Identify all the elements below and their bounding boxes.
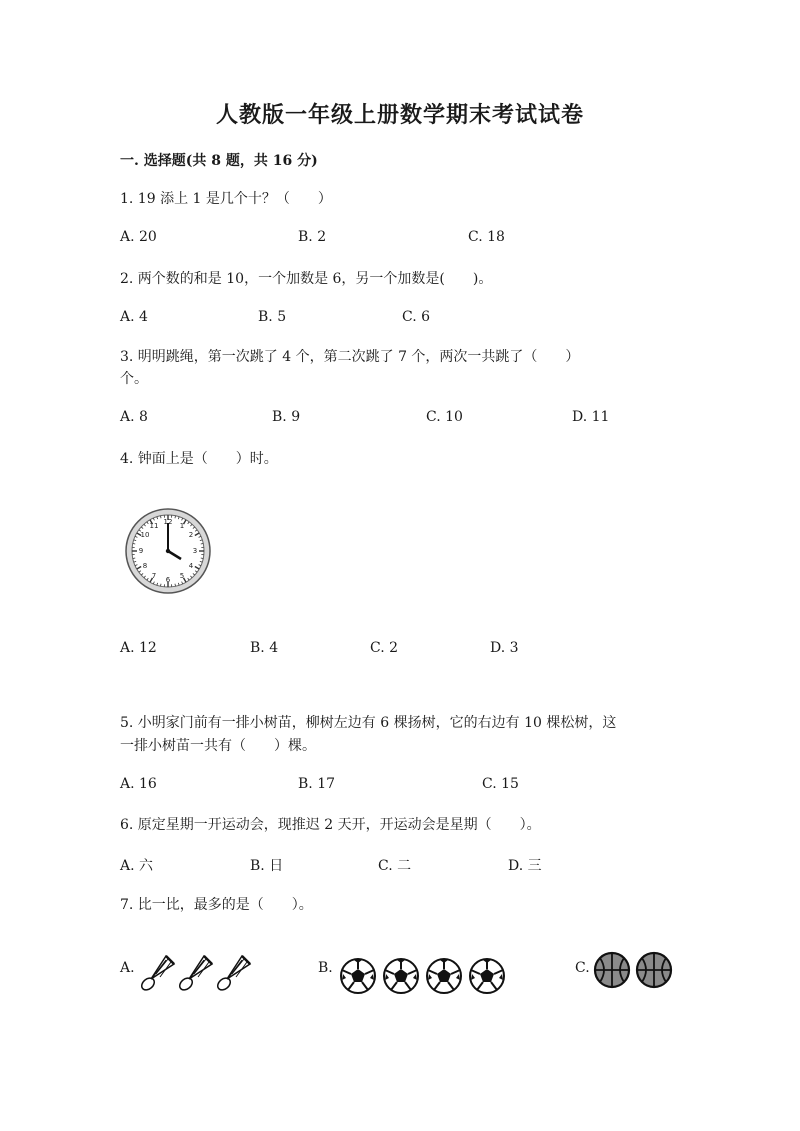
soccer-ball-icon — [341, 959, 375, 993]
q1-option-b[interactable]: B. 2 — [298, 229, 327, 245]
soccer-ball-icon — [427, 959, 461, 993]
question-1: 1. 19 添上 1 是几个十？（ ） — [120, 191, 332, 207]
question-3-line-1: 3. 明明跳绳，第一次跳了 4 个，第二次跳了 7 个，两次一共跳了（ ） — [120, 349, 580, 365]
soccer-ball-icon — [384, 959, 418, 993]
basketball-icon — [637, 953, 671, 987]
page-title: 人教版一年级上册数学期末考试试卷 — [215, 102, 584, 128]
q4-option-c[interactable]: C. 2 — [370, 640, 399, 656]
q3-option-c[interactable]: C. 10 — [426, 409, 463, 425]
q6-option-a[interactable]: A. 六 — [120, 858, 154, 874]
question-2: 2. 两个数的和是 10，一个加数是 6，另一个加数是( )。 — [120, 271, 493, 287]
question-5-line-2: 一排小树苗一共有（ ）棵。 — [120, 738, 316, 754]
q5-option-b[interactable]: B. 17 — [298, 776, 336, 792]
shuttlecock-icon — [215, 956, 250, 992]
q4-option-d[interactable]: D. 3 — [490, 640, 519, 656]
q6-option-c[interactable]: C. 二 — [378, 858, 412, 874]
section-heading: 一. 选择题(共 8 题，共 16 分) — [120, 153, 318, 169]
shuttlecock-icon — [177, 956, 212, 992]
basketball-icon — [595, 953, 629, 987]
q1-option-a[interactable]: A. 20 — [120, 229, 157, 245]
q3-option-d[interactable]: D. 11 — [572, 409, 610, 425]
svg-text:5: 5 — [179, 572, 185, 580]
q2-option-a[interactable]: A. 4 — [120, 309, 148, 325]
soccer-ball-group — [338, 956, 510, 1000]
shuttlecock-icon — [139, 956, 174, 992]
shuttlecock-group — [138, 950, 252, 998]
q6-option-b[interactable]: B. 日 — [250, 858, 284, 874]
svg-text:7: 7 — [151, 572, 157, 580]
q7-option-b[interactable]: B. — [318, 960, 333, 976]
svg-text:2: 2 — [188, 531, 194, 539]
q4-option-a[interactable]: A. 12 — [120, 640, 157, 656]
q7-option-c[interactable]: C. — [575, 960, 590, 976]
svg-text:3: 3 — [192, 547, 198, 555]
question-6: 6. 原定星期一开运动会，现推迟 2 天开，开运动会是星期（ ）。 — [120, 817, 541, 833]
svg-text:4: 4 — [188, 562, 194, 570]
q3-option-a[interactable]: A. 8 — [120, 409, 148, 425]
q2-option-c[interactable]: C. 6 — [402, 309, 431, 325]
soccer-ball-icon — [470, 959, 504, 993]
svg-text:1: 1 — [179, 522, 185, 530]
svg-text:9: 9 — [138, 547, 144, 555]
question-5-line-1: 5. 小明家门前有一排小树苗，柳树左边有 6 棵扬树，它的右边有 10 棵松树，这 — [120, 715, 617, 731]
question-4: 4. 钟面上是（ ）时。 — [120, 451, 278, 467]
svg-text:11: 11 — [149, 522, 159, 530]
q4-option-b[interactable]: B. 4 — [250, 640, 279, 656]
q6-option-d[interactable]: D. 三 — [508, 858, 542, 874]
svg-text:8: 8 — [142, 562, 148, 570]
clock-icon — [124, 507, 212, 595]
q5-option-a[interactable]: A. 16 — [120, 776, 157, 792]
q1-option-c[interactable]: C. 18 — [468, 229, 505, 245]
q5-option-c[interactable]: C. 15 — [482, 776, 519, 792]
svg-text:10: 10 — [140, 531, 150, 539]
question-7: 7. 比一比，最多的是（ ）。 — [120, 897, 313, 913]
question-3-line-2: 个。 — [120, 371, 148, 387]
basketball-group — [592, 950, 676, 994]
q7-option-a[interactable]: A. — [120, 960, 135, 976]
q2-option-b[interactable]: B. 5 — [258, 309, 287, 325]
svg-text:12: 12 — [163, 518, 173, 526]
q3-option-b[interactable]: B. 9 — [272, 409, 301, 425]
svg-text:6: 6 — [165, 576, 171, 584]
